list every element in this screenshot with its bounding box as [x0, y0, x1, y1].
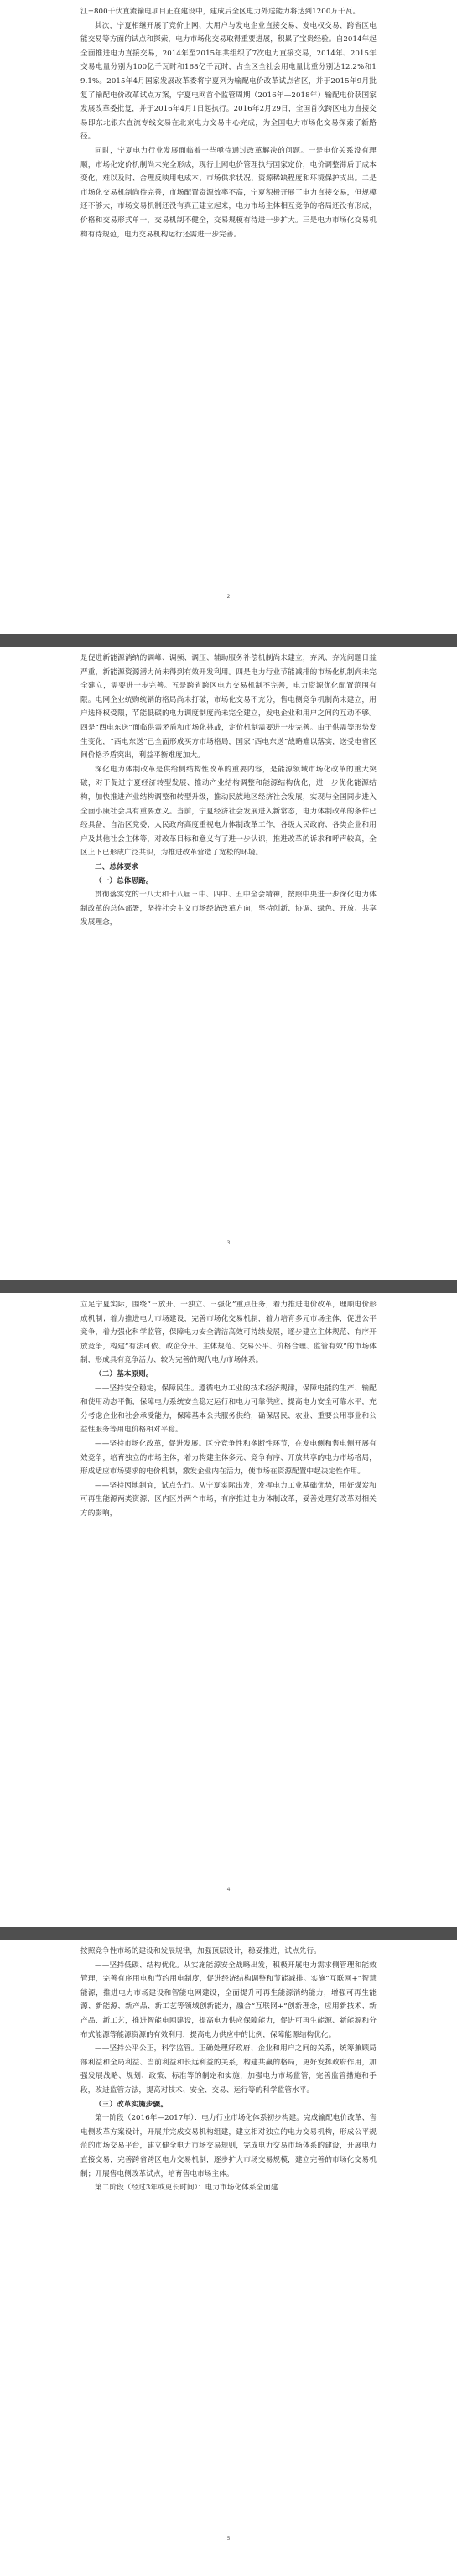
body-paragraph: 江±800千伏直流输电项目正在建设中，建成后全区电力外送能力将达到1200万千瓦。: [80, 8, 361, 16]
document-page: [0, 647, 457, 1280]
body-paragraph: 立足宁夏实际，围绕“三放开、一独立、三强化”重点任务，着力推进电价改革，理顺电价形成机制；着力推进电力市场建设，完善市场化交易机制，着力培育多元市场主体，促进公平竞争，着力强化科学监管，保障电力安全清洁高效可持续发展，逐步建立主体规范、有序开放竞争，构建“有法可依、政企分开、主体规范、交易公平、价格合理、监管有效”的市场体制，形成具有竞争活力、较为完善的现代电力市场体系。: [80, 1301, 377, 1365]
page-number: 4: [226, 1887, 231, 1893]
body-paragraph: 其次，宁夏相继开展了竞价上网、大用户与发电企业直接交易、发电权交易、跨省区电能交易等方面的试点和探索，电力市场化交易取得重要进展，积累了宝贵经验。自2014年起全面推进电力直接交易，2014年至2015年共组织了7次电力直接交易，2014年、2015年交易电量分别为100亿千瓦时和168亿千瓦时，占全区全社会用电量比重分别达12.2%和19.1%。2015年4月国家发展改革委将宁夏列为输配电价改革试点省区，并于2015年9月批复了输配电价改革试点方案，宁夏电网首个监管周期（2016年—2018年）输配电价获国家发展改革委批复，并于2016年4月1日起执行。2016年2月29日，全国首次跨区电力直接交易即东北银东直流专线交易在北京电力交易中心完成，为全国电力市场化交易探索了新路径。: [80, 21, 377, 142]
body-paragraph: ——坚持因地制宜，试点先行。从宁夏实际出发，发挥电力工业基础优势，用好煤炭和可再生能源两类资源、区内区外两个市场，有序推进电力体制改革，妥善处理好改革对相关方的影响，: [80, 1481, 377, 1518]
body-paragraph: 同时，宁夏电力行业发展面临着一些亟待通过改革解决的问题。一是电价关系没有理顺，市场化定价机制尚未完全形成，现行上网电价管理执行国家定价，电价调整滞后于成本变化，难以及时、合理反映用电成本、市场供求状况、资源稀缺程度和环境保护支出。二是市场化交易机制尚待完善，市场配置资源效率不高，宁夏积极开展了电力直接交易，但规模还不够大，市场交易机制还没有真正建立起来，电力市场主体相互竞争的格局还没有形成，价格和交易形式单一，交易机制不健全，交易规模有待进一步扩大。三是电力市场化交易机构有待规范，电力交易机构运行还需进一步完善。: [80, 146, 377, 239]
body-paragraph: ——坚持市场化改革，促进发展。区分竞争性和垄断性环节，在发电侧和售电侧开展有效竞争，培育独立的市场主体，着力构建主体多元、竞争有序、开放共享的电力市场格局，形成适应市场要求的电价机制，激发企业内在活力，使市场在资源配置中起决定性作用。: [80, 1439, 377, 1477]
body-paragraph: ——坚持安全稳定，保障民生。遵循电力工业的技术经济规律，保障电能的生产、输配和使用动态平衡，保障电力系统安全稳定运行和电力可靠供应，提高电力安全可靠水平，充分考虑企业和社会承受能力，保障基本公共服务供给，确保居民、农业、重要公用事业和公益性服务等用电价格相对平稳。: [80, 1384, 377, 1435]
page-number: 5: [226, 2536, 231, 2542]
document-page: [0, 1293, 457, 1927]
body-paragraph: 第二阶段（经过3年或更长时间）：电力市场化体系全面建: [95, 2184, 278, 2193]
page-number: 2: [226, 594, 231, 600]
body-paragraph: ——坚持低碳、结构优化。从实施能源安全战略出发，积极开展电力需求侧管理和能效管理，完善有序用电和节约用电制度，促进经济结构调整和节能减排。实施“互联网+”智慧能源，推进电力市场建设和智能电网建设，全面提升可再生能源消纳能力，增强可再生能源、新能源、新产品、新工艺等领域创新能力，融合“互联网+”创新理念，应用新技术、新产品、新工艺，推进智能电网建设，提高电力供应保障能力，促进可再生能源、新能源和分布式能源等能源资源的有效利用，提高电力供应中的比例，保障能源结构优化。: [80, 1961, 377, 2039]
page-number: 3: [226, 1240, 231, 1246]
section-heading: （三）改革实施步骤。: [95, 2100, 168, 2109]
section-heading: （二）基本原则。: [95, 1369, 153, 1379]
document-page: [0, 1940, 457, 2576]
body-paragraph: 深化电力体制改革是供给侧结构性改革的重要内容，是能源领域市场化改革的重大突破，对于促进宁夏经济转型发展、推动产业结构调整和能源结构优化，进一步优化能源结构，加快推进产业结构调整和转型升级，推动民族地区经济社会发展，实现与全国同步进入全面小康社会具有重要意义。当前，宁夏经济社会发展进入新常态，电力体制改革的条件已经具备，自治区党委、人民政府高度重视电力体制改革工作，各级人民政府、各类企业和用户及其他社会主体等，对改革目标和意义有了进一步认识，推进改革的诉求和呼声较高，全区上下已形成广泛共识，为推进改革营造了宽松的环境。: [80, 765, 377, 858]
body-paragraph: ——坚持公平公正，科学监管。正确处理好政府、企业和用户之间的关系，统筹兼顾局部利益和全局利益、当前利益和长远利益的关系，构建共赢的格局，更好发挥政府作用，加强发展战略、规划、政策、标准等的制定和实施，加强电力市场监管，完善监管措施和手段，改进监管方法，提高对技术、安全、交易、运行等的科学监管水平。: [80, 2044, 377, 2095]
document-page: [0, 0, 457, 634]
body-paragraph: 第一阶段（2016年—2017年）：电力行业市场化体系初步构建。完成输配电价改革、售电侧改革方案设计，开展并完成交易机构组建，建立相对独立的电力交易机构，形成公平规范的市场交易平台，建立健全电力市场交易规则，完成电力交易市场体系的建设，开展电力直接交易，完善跨省跨区电力交易机制，逐步扩大市场交易规模，建立完善的市场化交易机制；开展售电侧改革试点，培育售电市场主体。: [80, 2114, 377, 2179]
section-heading: （一）总体思路。: [95, 876, 153, 886]
body-paragraph: 是促进新能源消纳的调峰、调频、调压、辅助服务补偿机制尚未建立，弃风、弃光问题日益严重，新能源资源潜力尚未得到有效开发利用。四是电力行业节能减排的市场化机制尚未完全建立，需要进一步完善。五是跨省跨区电力交易机制不完善，电力资源优化配置范围有限。电网企业统购统销的格局尚未打破，市场化交易不充分，售电侧竞争机制尚未建立，用户选择权受限，节能低碳的电力调度制度尚未完全建立，发电企业和用户之间的互动不够。四是“西电东送”面临供需矛盾和市场化挑战，定价机制需要进一步完善。由于供需等形势发生变化，“西电东送”已全面形成买方市场格局，国家“西电东送”战略难以落实，送受电省区间价格矛盾突出，利益平衡难度加大。: [80, 654, 377, 761]
section-heading: 二、总体要求: [95, 862, 139, 871]
body-paragraph: 按照竞争性市场的建设和发展规律，加强顶层设计，稳妥推进，试点先行。: [80, 1947, 321, 1955]
body-paragraph: 贯彻落实党的十八大和十八届三中、四中、五中全会精神，按照中央进一步深化电力体制改革的总体部署，坚持社会主义市场经济改革方向，坚持创新、协调、绿色、开放、共享发展理念，: [80, 891, 377, 927]
